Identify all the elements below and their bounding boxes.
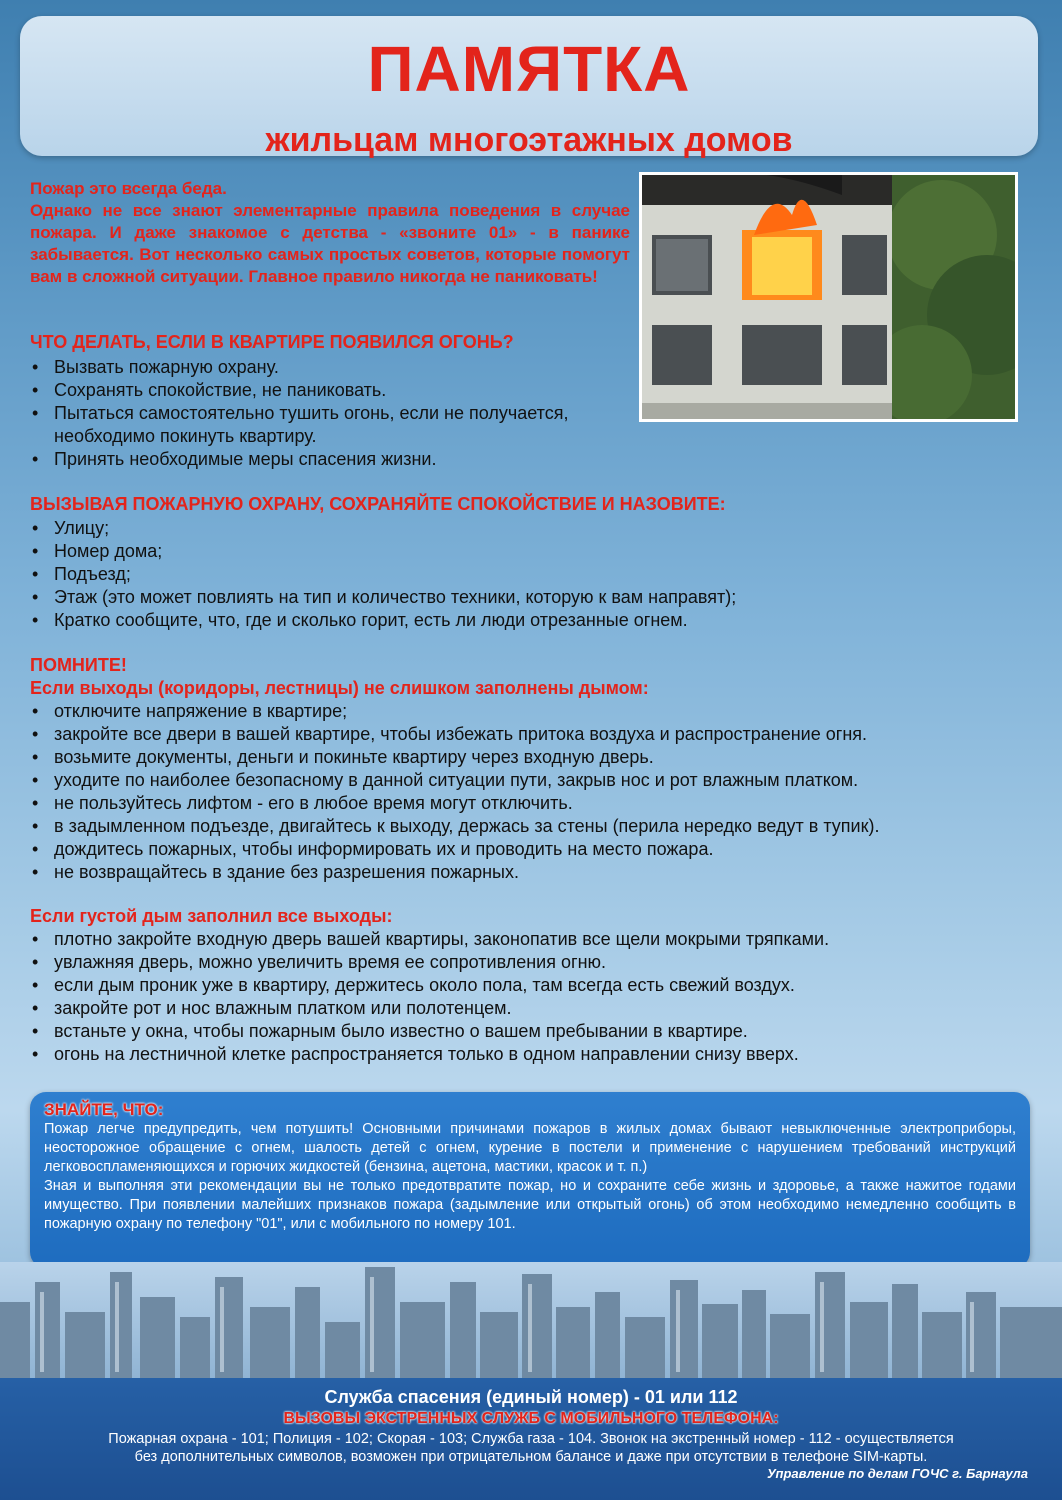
list-item: • уходите по наиболее безопасному в данной ситуации пути, закрыв нос и рот влажным платком. [30, 769, 1040, 792]
list-item: • Улицу; [30, 517, 1020, 540]
list-item: • в задымленном подъезде, двигайтесь к выходу, держась за стены (перила нередко ведут в тупик). [30, 815, 1040, 838]
list-item: • Этаж (это может повлиять на тип и количество техники, которую к вам направят); [30, 586, 1020, 609]
intro-text [30, 178, 630, 288]
know-that-box [30, 1092, 1030, 1268]
section-fire-title: ЧТО ДЕЛАТЬ, ЕСЛИ В КВАРТИРЕ ПОЯВИЛСЯ ОГОНЬ? [30, 332, 514, 352]
intro-paragraph: Однако не все знают элементарные правила поведения в случае пожара. И даже знакомое с детства - «звоните 01» - в панике забывается. Вот несколько самых простых советов, которые помогут вам в сложной ситуации. Главное правило никогда не паниковать! [30, 201, 630, 286]
list-item: • плотно закройте входную дверь вашей квартиры, законопатив все щели мокрыми тряпками. [30, 928, 1020, 951]
section-remember-list [30, 700, 1040, 884]
list-item: • не возвращайтесь в здание без разрешения пожарных. [30, 861, 1040, 884]
list-item: • закройте все двери в вашей квартире, чтобы избежать притока воздуха и распространение огня. [30, 723, 1040, 746]
footer-emergency-bar [0, 1378, 1062, 1500]
rescue-service-line: Служба спасения (единый номер) - 01 или 112 [324, 1387, 738, 1407]
list-item: • Номер дома; [30, 540, 1020, 563]
list-item: • дождитесь пожарных, чтобы информировать их и проводить на место пожара. [30, 838, 1040, 861]
list-item: • отключите напряжение в квартире; [30, 700, 1040, 723]
credit-text: Управление по делам ГОЧС г. Барнаула [767, 1466, 1028, 1481]
list-item: • увлажняя дверь, можно увеличить время ее сопротивления огню. [30, 951, 1020, 974]
section-remember-subtitle: Если выходы (коридоры, лестницы) не слишком заполнены дымом: [30, 678, 649, 698]
list-item: • Подъезд; [30, 563, 1020, 586]
fire-image [642, 175, 1015, 419]
section-fire-list [30, 356, 590, 471]
mobile-calls-title: ВЫЗОВЫ ЭКСТРЕННЫХ СЛУЖБ С МОБИЛЬНОГО ТЕЛЕФОНА: [283, 1410, 779, 1427]
section-call-title: ВЫЗЫВАЯ ПОЖАРНУЮ ОХРАНУ, СОХРАНЯЙТЕ СПОКОЙСТВИЕ И НАЗОВИТЕ: [30, 494, 726, 514]
emergency-numbers-line-2: без дополнительных символов, возможен при отрицательном балансе и даже при отсутствии в телефоне SIM-карты. [134, 1449, 928, 1465]
know-that-paragraph-2: Зная и выполняя эти рекомендации вы не только предотвратите пожар, но и сохраните себе жизнь и здоровье, а также нажитое годами имущество. При появлении малейших признаков пожара (задымление или открытый огонь) об этом необходимо немедленно сообщить в пожарную охрану по телефону "01", или с мобильного по номеру 101. [44, 1178, 1016, 1232]
emergency-numbers-text [0, 1430, 1062, 1466]
city-skyline-image [0, 1262, 1062, 1382]
list-item: • Кратко сообщите, что, где и сколько горит, есть ли люди отрезанные огнем. [30, 609, 1020, 632]
list-item: • если дым проник уже в квартиру, держитесь около пола, там всегда есть свежий воздух. [30, 974, 1020, 997]
section-remember-title: ПОМНИТЕ! [30, 655, 127, 675]
intro-first-line: Пожар это всегда беда. [30, 179, 227, 198]
page-subtitle: жильцам многоэтажных домов [265, 121, 793, 159]
section-call-list [30, 517, 1020, 632]
list-item: • Сохранять спокойствие, не паниковать. [30, 379, 590, 402]
know-that-paragraph-1: Пожар легче предупредить, чем потушить! Основными причинами пожаров в жилых домах бывают невыключенные электроприборы, неосторожное обращение с огнем, шалость детей с огнем, курение в постели и применение с нарушением требований инструкций легковоспламеняющихся и горючих жидкостей (бензина, ацетона, мастики, красок и т. п.) [44, 1121, 1016, 1175]
skyline-icon [0, 1262, 1062, 1382]
burning-building-photo [639, 172, 1018, 422]
list-item: • Пытаться самостоятельно тушить огонь, если не получается, необходимо покинуть квартиру. [30, 402, 590, 448]
section-smoke-title: Если густой дым заполнил все выходы: [30, 906, 393, 926]
list-item: • не пользуйтесь лифтом - его в любое время могут отключить. [30, 792, 1040, 815]
header-banner [20, 16, 1038, 159]
list-item: • Вызвать пожарную охрану. [30, 356, 590, 379]
page-title: ПАМЯТКА [367, 33, 691, 105]
list-item: • огонь на лестничной клетке распространяется только в одном направлении снизу вверх. [30, 1043, 1020, 1066]
list-item: • Принять необходимые меры спасения жизни. [30, 448, 590, 471]
section-smoke-list [30, 928, 1020, 1066]
emergency-numbers-line-1: Пожарная охрана - 101; Полиция - 102; Скорая - 103; Служба газа - 104. Звонок на экстренный номер - 112 - осуществляется [108, 1431, 954, 1447]
list-item: • закройте рот и нос влажным платком или полотенцем. [30, 997, 1020, 1020]
know-that-title: ЗНАЙТЕ, ЧТО: [44, 1100, 164, 1119]
list-item: • встаньте у окна, чтобы пожарным было известно о вашем пребывании в квартире. [30, 1020, 1020, 1043]
list-item: • возьмите документы, деньги и покиньте квартиру через входную дверь. [30, 746, 1040, 769]
